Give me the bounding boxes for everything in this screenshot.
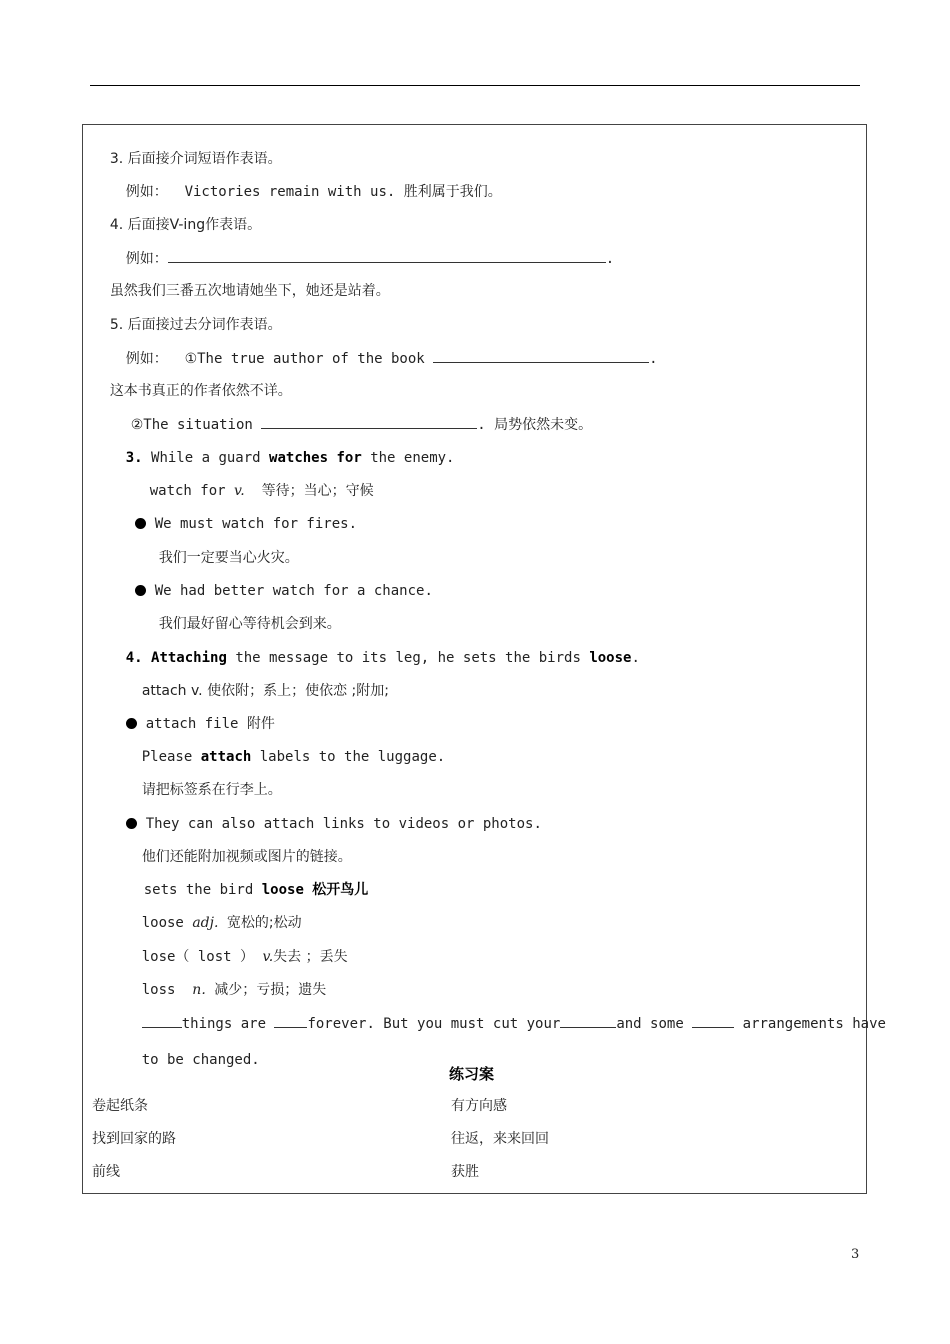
practice-right-3: 获胜 xyxy=(451,1164,479,1180)
answer-blank[interactable] xyxy=(142,1013,182,1028)
item-3-sentence: 3. While a guard watches for the enemy. xyxy=(125,450,455,466)
item-4-example-3-translation: 他们还能附加视频或图片的链接。 xyxy=(141,849,352,865)
item-4-definition: attach v. 使依附；系上；使依恋 ;附加; xyxy=(141,683,389,699)
example-4-translation: 虽然我们三番五次地请她坐下，她还是站着。 xyxy=(109,283,390,299)
answer-blank[interactable] xyxy=(261,414,477,429)
example-5b: ②The situation . 局势依然未变。 xyxy=(97,394,592,455)
content-box xyxy=(82,124,886,1194)
practice-left-3: 前线 xyxy=(92,1164,120,1180)
item-3-example-1: We must watch for fires. xyxy=(101,494,357,554)
point-5: 5. 后面接过去分词作表语。 xyxy=(109,317,282,333)
practice-title: 练习案 xyxy=(449,1065,495,1083)
point-3: 3. 后面接介词短语作表语。 xyxy=(109,151,282,167)
page-number: 3 xyxy=(851,1247,860,1262)
item-3-example-2: We had better watch for a chance. xyxy=(101,561,433,621)
practice-right-2: 往返，来来回回 xyxy=(451,1131,549,1147)
practice-right-1: 有方向感 xyxy=(451,1098,507,1114)
example-3: 例如： Victories remain with us. 胜利属于我们。 xyxy=(125,184,502,200)
answer-blank[interactable] xyxy=(560,1013,616,1028)
word-lose: lose（ lost ） v.失去 ；丢失 xyxy=(141,949,348,965)
item-4-example-1: attach file 附件 xyxy=(92,694,275,754)
practice-left-2: 找到回家的路 xyxy=(92,1131,176,1147)
example-5a: 例如： ①The true author of the book . xyxy=(92,328,658,389)
header-rule xyxy=(90,85,860,86)
item-3-example-2-translation: 我们最好留心等待机会到来。 xyxy=(158,616,341,632)
item-3-definition: watch for v. 等待；当心；守候 xyxy=(149,483,374,499)
fill-in-sentence: things are forever. But you must cut your and some arrangements have xyxy=(108,993,886,1054)
item-4-example-2: Please attach labels to the luggage. xyxy=(141,749,446,765)
answer-blank[interactable] xyxy=(692,1013,734,1028)
point-4: 4. 后面接V-ing作表语。 xyxy=(109,217,262,233)
answer-blank[interactable] xyxy=(274,1013,307,1028)
fill-in-sentence-end: to be changed. xyxy=(141,1052,260,1068)
answer-blank[interactable] xyxy=(433,348,649,363)
word-loose: loose adj. 宽松的;松动 xyxy=(141,915,302,931)
word-loss: loss n. 减少；亏损；遗失 xyxy=(141,982,327,998)
item-4-sentence: 4. Attaching the message to its leg, he sets the birds loose. xyxy=(125,650,640,666)
example-4: 例如： . xyxy=(92,228,614,289)
item-4-example-3: They can also attach links to videos or photos. xyxy=(92,794,542,854)
item-3-example-1-translation: 我们一定要当心火灾。 xyxy=(158,550,299,566)
practice-left-1: 卷起纸条 xyxy=(92,1098,148,1114)
item-4-phrase: sets the bird loose 松开鸟儿 xyxy=(143,882,369,898)
item-4-example-2-translation: 请把标签系在行李上。 xyxy=(141,782,282,798)
example-5a-translation: 这本书真正的作者依然不详。 xyxy=(109,383,292,399)
